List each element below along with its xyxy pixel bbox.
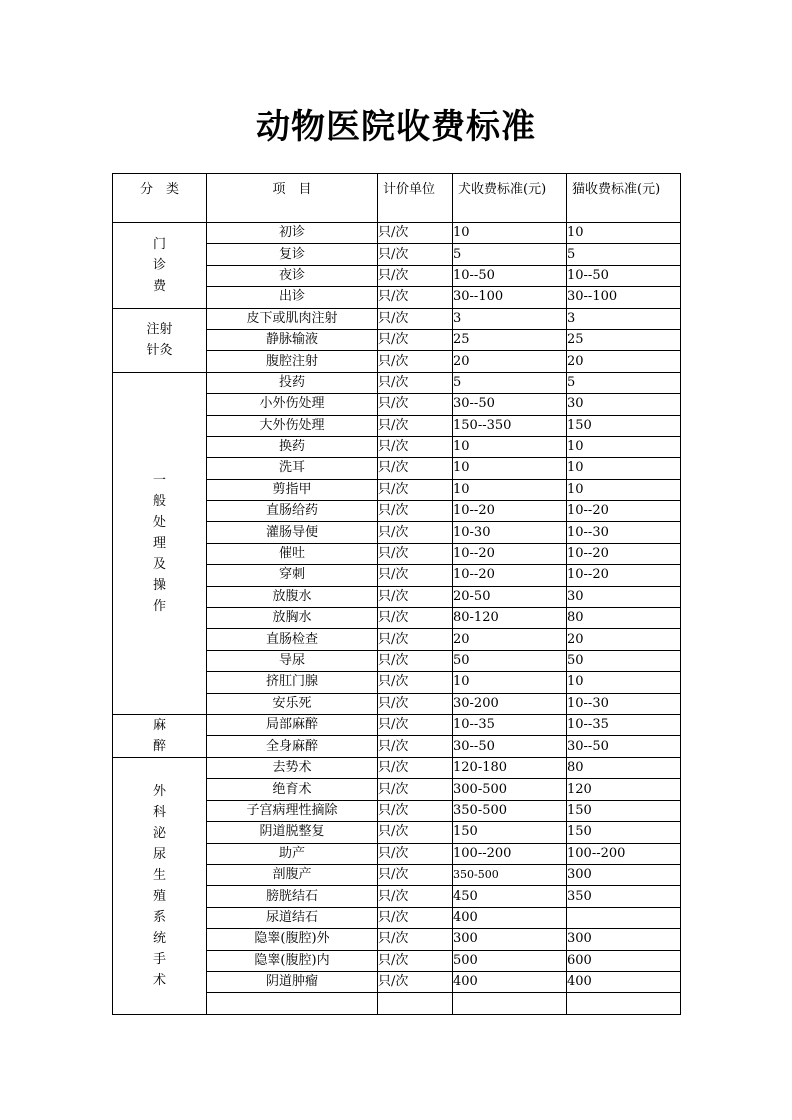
dog-price-cell: 10-30: [453, 522, 567, 543]
item-cell: 洗耳: [207, 458, 378, 479]
cat-price-cell: 400: [567, 971, 681, 992]
cat-price-cell: 30: [567, 394, 681, 415]
dog-price-cell: 10: [453, 479, 567, 500]
cat-price-cell: 10--20: [567, 543, 681, 564]
cat-price-cell: 10--20: [567, 501, 681, 522]
cat-price-cell: 10: [567, 458, 681, 479]
category-label-line: 操: [152, 577, 166, 593]
item-cell: 局部麻醉: [207, 714, 378, 736]
unit-cell: 只/次: [378, 586, 453, 607]
dog-price-cell: 30--50: [453, 736, 567, 758]
unit-cell: 只/次: [378, 779, 453, 800]
item-cell: 放胸水: [207, 608, 378, 629]
category-label-line: 门: [152, 236, 166, 252]
unit-cell: 只/次: [378, 693, 453, 714]
category-label-line: 麻: [152, 717, 166, 733]
dog-price-cell: 10: [453, 458, 567, 479]
dog-price-cell: 30-200: [453, 693, 567, 714]
cat-price-cell: [567, 993, 681, 1014]
cat-price-cell: 150: [567, 415, 681, 436]
item-cell: 大外伤处理: [207, 415, 378, 436]
category-label-line: 注射: [146, 322, 173, 338]
cat-price-cell: 30--100: [567, 287, 681, 308]
dog-price-cell: 20-50: [453, 586, 567, 607]
cat-price-cell: 30--50: [567, 736, 681, 758]
category-label-line: 手: [152, 951, 166, 967]
item-cell: 去势术: [207, 757, 378, 778]
category-cell: [113, 308, 207, 372]
unit-cell: 只/次: [378, 950, 453, 971]
header-unit: 计价单位: [378, 174, 453, 223]
table-header-row: [113, 174, 681, 223]
unit-cell: 只/次: [378, 650, 453, 671]
dog-price-cell: 25: [453, 329, 567, 350]
unit-cell: 只/次: [378, 415, 453, 436]
category-label-line: 系: [152, 909, 166, 925]
unit-cell: 只/次: [378, 757, 453, 778]
dog-price-cell: 5: [453, 372, 567, 393]
item-cell: 静脉输液: [207, 329, 378, 350]
unit-cell: 只/次: [378, 822, 453, 843]
cat-price-cell: 10--30: [567, 522, 681, 543]
cat-price-cell: 80: [567, 608, 681, 629]
cat-price-cell: 50: [567, 650, 681, 671]
item-cell: 子宫病理性摘除: [207, 800, 378, 821]
item-cell: 全身麻醉: [207, 736, 378, 758]
item-cell: 催吐: [207, 543, 378, 564]
dog-price-cell: 450: [453, 886, 567, 907]
cat-price-cell: 10--35: [567, 714, 681, 736]
unit-cell: 只/次: [378, 501, 453, 522]
category-cell: [113, 714, 207, 757]
dog-price-cell: 20: [453, 351, 567, 372]
category-label-line: 般: [152, 493, 166, 509]
dog-price-cell: 30--100: [453, 287, 567, 308]
unit-cell: 只/次: [378, 714, 453, 736]
dog-price-cell: 20: [453, 629, 567, 650]
item-cell: 助产: [207, 843, 378, 864]
item-cell: 投药: [207, 372, 378, 393]
dog-price-cell: 300-500: [453, 779, 567, 800]
cat-price-cell: 10: [567, 479, 681, 500]
item-cell: 隐睾(腹腔)内: [207, 950, 378, 971]
item-cell: 隐睾(腹腔)外: [207, 929, 378, 950]
category-label-line: 费: [152, 278, 166, 294]
dog-price-cell: 350-500: [453, 800, 567, 821]
cat-price-cell: 300: [567, 929, 681, 950]
unit-cell: 只/次: [378, 843, 453, 864]
unit-cell: 只/次: [378, 308, 453, 329]
header-item: 项 目: [207, 174, 378, 223]
item-cell: 小外伤处理: [207, 394, 378, 415]
unit-cell: 只/次: [378, 929, 453, 950]
item-cell: 绝育术: [207, 779, 378, 800]
unit-cell: 只/次: [378, 394, 453, 415]
item-cell: 直肠检查: [207, 629, 378, 650]
item-cell: 剪指甲: [207, 479, 378, 500]
unit-cell: 只/次: [378, 458, 453, 479]
unit-cell: 只/次: [378, 907, 453, 928]
dog-price-cell: 10--35: [453, 714, 567, 736]
item-cell: 初诊: [207, 223, 378, 244]
item-cell: 出诊: [207, 287, 378, 308]
category-cell: [113, 757, 207, 1014]
category-label-line: 术: [152, 972, 166, 988]
dog-price-cell: 120-180: [453, 757, 567, 778]
cat-price-cell: 300: [567, 864, 681, 885]
category-label-line: 泌: [152, 825, 166, 841]
dog-price-cell: 100--200: [453, 843, 567, 864]
cat-price-cell: 30: [567, 586, 681, 607]
category-label-line: 作: [152, 598, 166, 614]
table-row: [113, 714, 681, 736]
dog-price-cell: 150: [453, 822, 567, 843]
item-cell: 尿道结石: [207, 907, 378, 928]
dog-price-cell: 3: [453, 308, 567, 329]
unit-cell: 只/次: [378, 372, 453, 393]
table-row: [113, 757, 681, 778]
unit-cell: 只/次: [378, 565, 453, 586]
dog-price-cell: 30--50: [453, 394, 567, 415]
item-cell: 安乐死: [207, 693, 378, 714]
dog-price-cell: 350-500: [453, 864, 567, 885]
unit-cell: 只/次: [378, 886, 453, 907]
unit-cell: 只/次: [378, 287, 453, 308]
category-label-line: 针灸: [146, 343, 173, 359]
category-label-line: 殖: [152, 888, 166, 904]
cat-price-cell: 20: [567, 629, 681, 650]
cat-price-cell: 350: [567, 886, 681, 907]
dog-price-cell: 400: [453, 907, 567, 928]
category-label-line: 处: [152, 514, 166, 530]
dog-price-cell: 10--20: [453, 543, 567, 564]
fee-table-body: [113, 223, 681, 1015]
header-category: 分 类: [113, 174, 207, 223]
category-cell: [113, 372, 207, 714]
item-cell: 膀胱结石: [207, 886, 378, 907]
cat-price-cell: 10--30: [567, 693, 681, 714]
category-label-line: 一: [152, 472, 166, 488]
dog-price-cell: 500: [453, 950, 567, 971]
item-cell: 阴道肿瘤: [207, 971, 378, 992]
unit-cell: 只/次: [378, 672, 453, 693]
table-row: [113, 223, 681, 244]
item-cell: 阴道脱整复: [207, 822, 378, 843]
unit-cell: 只/次: [378, 864, 453, 885]
cat-price-cell: 120: [567, 779, 681, 800]
dog-price-cell: 80-120: [453, 608, 567, 629]
unit-cell: 只/次: [378, 223, 453, 244]
unit-cell: 只/次: [378, 971, 453, 992]
category-label-line: 尿: [152, 846, 166, 862]
category-label-line: 统: [152, 930, 166, 946]
category-label-line: 及: [152, 556, 166, 572]
cat-price-cell: 600: [567, 950, 681, 971]
unit-cell: 只/次: [378, 244, 453, 265]
unit-cell: 只/次: [378, 629, 453, 650]
item-cell: [207, 993, 378, 1014]
cat-price-cell: 25: [567, 329, 681, 350]
item-cell: 剖腹产: [207, 864, 378, 885]
unit-cell: 只/次: [378, 543, 453, 564]
unit-cell: 只/次: [378, 800, 453, 821]
cat-price-cell: 80: [567, 757, 681, 778]
item-cell: 挤肛门腺: [207, 672, 378, 693]
fee-table: [112, 173, 681, 1015]
dog-price-cell: 5: [453, 244, 567, 265]
category-label-line: 醉: [152, 738, 166, 754]
dog-price-cell: 300: [453, 929, 567, 950]
unit-cell: 只/次: [378, 522, 453, 543]
item-cell: 皮下或肌肉注射: [207, 308, 378, 329]
cat-price-cell: [567, 907, 681, 928]
item-cell: 复诊: [207, 244, 378, 265]
unit-cell: 只/次: [378, 736, 453, 758]
cat-price-cell: 10: [567, 223, 681, 244]
unit-cell: [378, 993, 453, 1014]
dog-price-cell: [453, 993, 567, 1014]
dog-price-cell: 150--350: [453, 415, 567, 436]
dog-price-cell: 10: [453, 672, 567, 693]
cat-price-cell: 10--50: [567, 265, 681, 286]
item-cell: 夜诊: [207, 265, 378, 286]
dog-price-cell: 10--50: [453, 265, 567, 286]
item-cell: 放腹水: [207, 586, 378, 607]
unit-cell: 只/次: [378, 479, 453, 500]
category-cell: [113, 223, 207, 309]
item-cell: 换药: [207, 436, 378, 457]
cat-price-cell: 150: [567, 800, 681, 821]
item-cell: 腹腔注射: [207, 351, 378, 372]
item-cell: 穿刺: [207, 565, 378, 586]
category-label-line: 外: [152, 783, 166, 799]
category-label-line: 诊: [152, 257, 166, 273]
unit-cell: 只/次: [378, 351, 453, 372]
header-dog-price: 犬收费标准(元): [453, 174, 567, 223]
item-cell: 灌肠导便: [207, 522, 378, 543]
cat-price-cell: 10: [567, 436, 681, 457]
unit-cell: 只/次: [378, 329, 453, 350]
page-title: 动物医院收费标准: [256, 107, 536, 147]
cat-price-cell: 3: [567, 308, 681, 329]
table-row: [113, 308, 681, 329]
category-label-line: 理: [152, 535, 166, 551]
cat-price-cell: 10--20: [567, 565, 681, 586]
cat-price-cell: 20: [567, 351, 681, 372]
unit-cell: 只/次: [378, 608, 453, 629]
dog-price-cell: 50: [453, 650, 567, 671]
cat-price-cell: 150: [567, 822, 681, 843]
header-cat-price: 猫收费标准(元): [567, 174, 681, 223]
cat-price-cell: 5: [567, 244, 681, 265]
category-label-line: 生: [152, 867, 166, 883]
item-cell: 导尿: [207, 650, 378, 671]
dog-price-cell: 10: [453, 436, 567, 457]
dog-price-cell: 10: [453, 223, 567, 244]
unit-cell: 只/次: [378, 265, 453, 286]
cat-price-cell: 5: [567, 372, 681, 393]
dog-price-cell: 10--20: [453, 501, 567, 522]
dog-price-cell: 400: [453, 971, 567, 992]
unit-cell: 只/次: [378, 436, 453, 457]
category-label-line: 科: [152, 804, 166, 820]
cat-price-cell: 10: [567, 672, 681, 693]
table-row: [113, 372, 681, 393]
dog-price-cell: 10--20: [453, 565, 567, 586]
item-cell: 直肠给药: [207, 501, 378, 522]
cat-price-cell: 100--200: [567, 843, 681, 864]
